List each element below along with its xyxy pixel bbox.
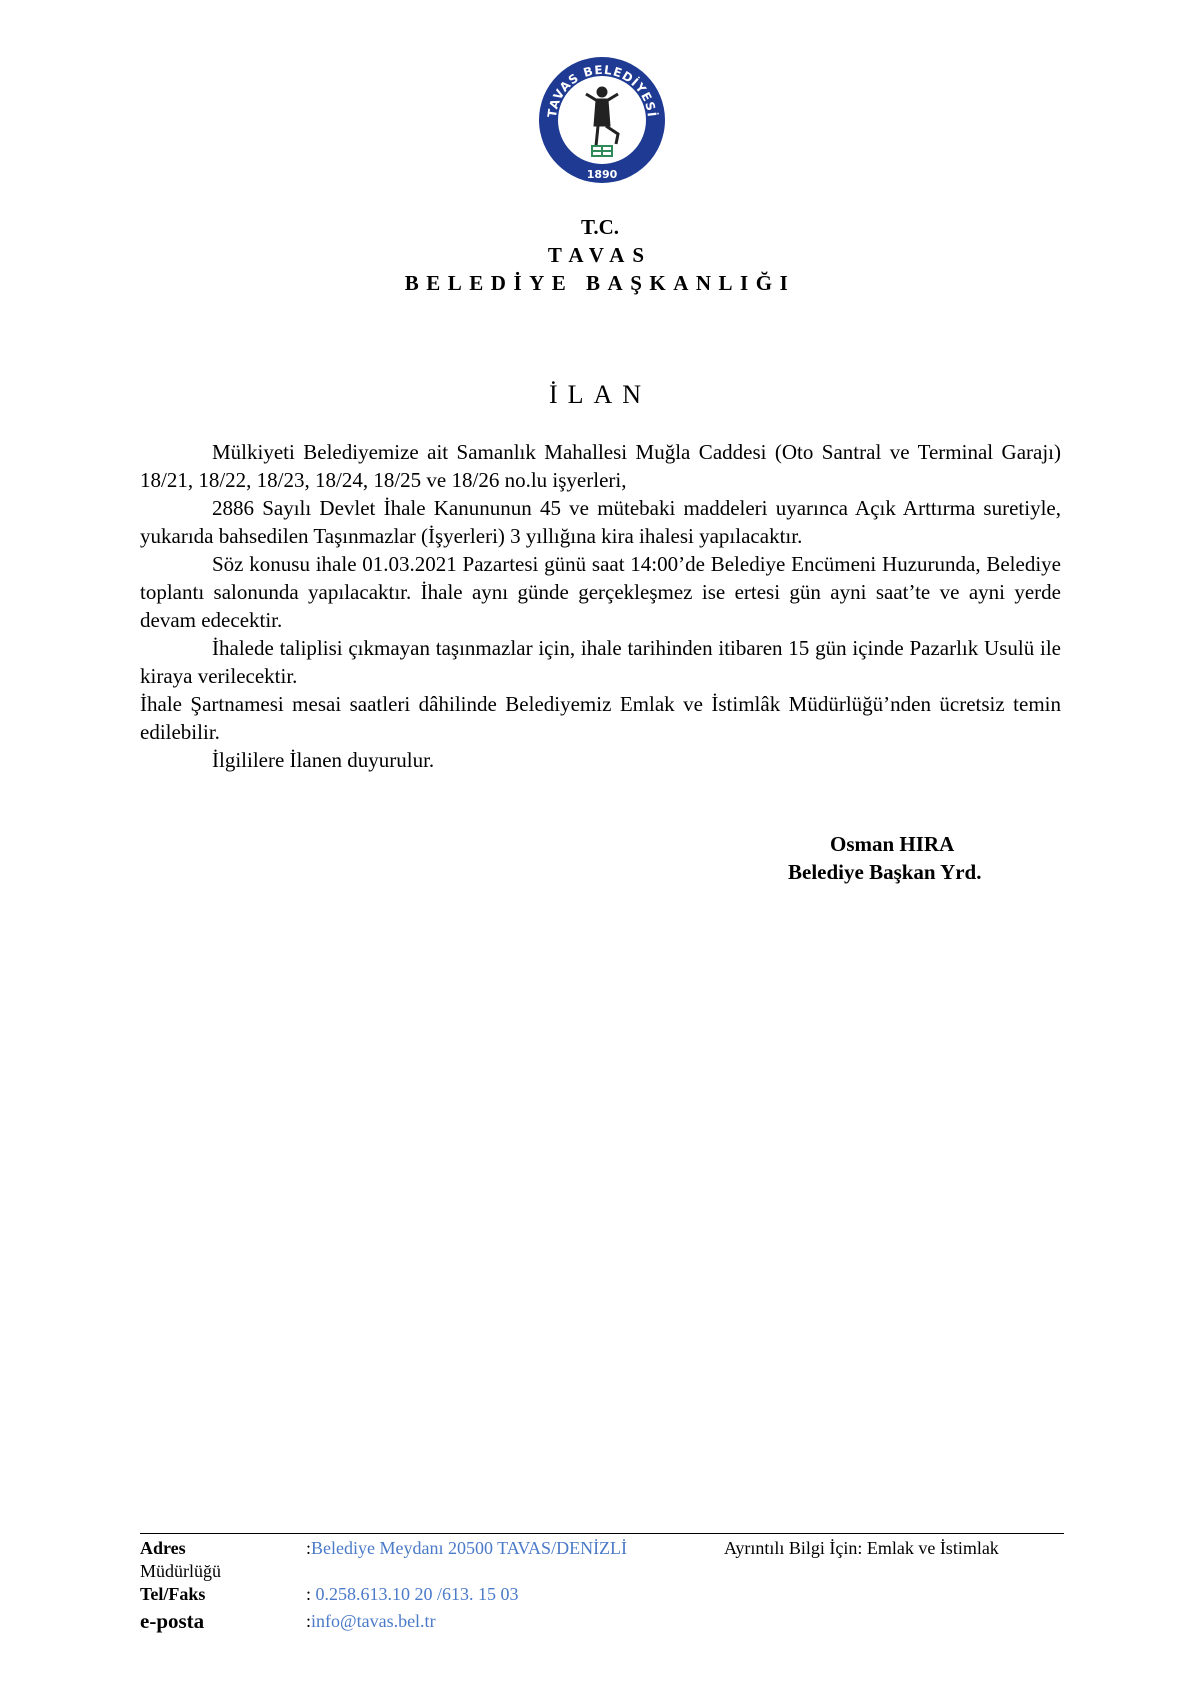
signatory-name: Osman HIRA: [830, 832, 955, 856]
announcement-body: [140, 438, 1061, 774]
paragraph: İlgililere İlanen duyurulur.: [212, 748, 435, 772]
email-link[interactable]: info@tavas.bel.tr: [311, 1611, 436, 1631]
phone-value: 0.258.613.10 20 /613. 15 03: [311, 1584, 519, 1604]
paragraph: İhalede taliplisi çıkmayan taşınmazlar için, ihale tarihinden itibaren 15 gün içinde Pazarlık Usulü ile kiraya verilecektir.: [140, 636, 1061, 688]
logo-year: 1890: [586, 168, 618, 181]
header-belediye-baskanligi: BELEDİYE BAŞKANLIĞI: [404, 271, 796, 295]
email-value-wrap[interactable]: [306, 1611, 436, 1632]
email-label: e-posta: [140, 1609, 205, 1633]
info-text-cont: Müdürlüğü: [140, 1561, 221, 1581]
phone-label: Tel/Faks: [140, 1584, 206, 1604]
paragraph: Mülkiyeti Belediyemize ait Samanlık Mahallesi Muğla Caddesi (Oto Santral ve Terminal Garajı) 18/21, 18/22, 18/23, 18/24, 18/25 ve 18/26 no.lu işyerleri,: [140, 440, 1061, 492]
ilan-title: İLAN: [548, 380, 652, 409]
colon: :: [306, 1611, 312, 1631]
footer-divider: [140, 1533, 1064, 1534]
colon: :: [306, 1538, 312, 1558]
signatory-title: Belediye Başkan Yrd.: [788, 860, 982, 884]
colon: :: [306, 1584, 312, 1604]
phone-value-wrap: [306, 1584, 519, 1605]
header-tavas: TAVAS: [547, 243, 653, 267]
header-tc: T.C.: [580, 215, 620, 239]
info-text: Ayrıntılı Bilgi İçin: Emlak ve İstimlak: [724, 1538, 999, 1558]
address-label: Adres: [140, 1538, 186, 1558]
logo-ring-text: TAVAS BELEDİYESİ: [544, 62, 659, 119]
address-value: Belediye Meydanı 20500 TAVAS/DENİZLİ: [311, 1538, 628, 1558]
tavas-belediyesi-logo: [536, 54, 668, 186]
paragraph: İhale Şartnamesi mesai saatleri dâhilinde Belediyemiz Emlak ve İstimlâk Müdürlüğü’nden ücretsiz temin edilebilir.: [140, 692, 1061, 744]
paragraph: Söz konusu ihale 01.03.2021 Pazartesi günü saat 14:00’de Belediye Encümeni Huzurunda, Belediye toplantı salonunda yapılacaktır. İhale aynı günde gerçekleşmez ise ertesi gün ayni saat’te ve ayni yerde devam edecektir.: [140, 552, 1061, 632]
address-value-wrap: [306, 1538, 627, 1559]
paragraph: 2886 Sayılı Devlet İhale Kanununun 45 ve mütebaki maddeleri uyarınca Açık Arttırma suretiyle, yukarıda bahsedilen Taşınmazlar (İşyerleri) 3 yıllığına kira ihalesi yapılacaktır.: [140, 496, 1061, 548]
